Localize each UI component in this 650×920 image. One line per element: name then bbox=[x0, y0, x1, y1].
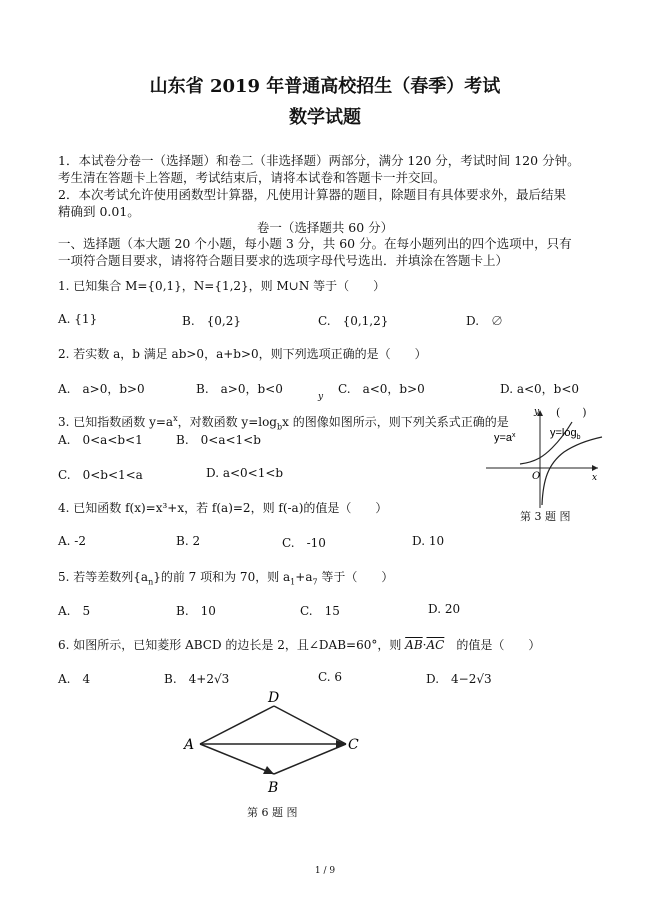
q5-option-d: D. 20 bbox=[428, 602, 461, 616]
q3-x-arrow bbox=[592, 465, 598, 471]
q3-log-label: $y=\log_b$ bbox=[550, 427, 581, 441]
q6-stem: 6. 如图所示，已知菱形 ABCD 的边长是 2，且∠DAB=60°，则 $\overline{AB}\cdot\overline{AC}$ 的值是（ ） bbox=[58, 638, 541, 652]
q2-option-b: B. a>0，b<0 bbox=[196, 382, 283, 396]
q4-option-b: B. 2 bbox=[176, 534, 201, 548]
note-line-2: 考生清在答题卡上答题，考试结束后，请将本试卷和答题卡一并交回。 bbox=[58, 170, 446, 185]
q6-figure-caption: 第 6 题 图 bbox=[247, 806, 298, 819]
note-line-4: 精确到 0.01。 bbox=[58, 204, 140, 219]
q3-stem: 3. 已知指数函数 $y=a^x$，对数函数 $y=\log_bx$ 的图像如图所示，则下列关系式正确的是 bbox=[58, 414, 509, 432]
q6-option-d: D. 4−2√3 bbox=[426, 672, 492, 686]
section-instruction-2: 一项符合题目要求，请将符合题目要求的选项字母代号选出．并填涂在答题卡上） bbox=[58, 253, 509, 268]
q1-option-c: C. {0,1,2} bbox=[318, 314, 389, 328]
vector-ab: $\overline{AB}$ bbox=[405, 638, 423, 652]
note-line-1: 1．本试卷分卷一（选择题）和卷二（非选择题）两部分，满分 120 分，考试时间 120 分钟。 bbox=[58, 153, 580, 168]
q3-answer-paren: ( ) bbox=[556, 406, 587, 419]
q1-option-b: B. {0,2} bbox=[182, 314, 241, 328]
q3-option-a: A. 0<a<b<1 bbox=[58, 433, 143, 447]
q3-option-c: C. 0<b<1<a bbox=[58, 468, 143, 482]
q3-figure-caption: 第 3 题 图 bbox=[520, 510, 571, 523]
q6-edge-ad bbox=[200, 706, 274, 744]
q3-log-curve bbox=[542, 437, 602, 505]
q6-option-c: C. 6 bbox=[318, 670, 343, 684]
section-instruction-1: 一、选择题（本大题 20 个小题，每小题 3 分，共 60 分。在每小题列出的四个选项中，只有 bbox=[58, 236, 572, 251]
q3-option-b: B. 0<a<1<b bbox=[176, 433, 261, 447]
q4-option-c: C. -10 bbox=[282, 536, 326, 550]
q6-edge-dc bbox=[274, 706, 346, 744]
q5-option-b: B. 10 bbox=[176, 604, 216, 618]
q6-edge-ab bbox=[200, 744, 274, 774]
q4-option-d: D. 10 bbox=[412, 534, 445, 548]
q3-option-d: D. a<0<1<b bbox=[206, 466, 284, 480]
page-number: 1 / 9 bbox=[314, 866, 336, 876]
q6-option-b: B. 4+2√3 bbox=[164, 672, 230, 686]
section-heading: 卷一（选择题共 60 分） bbox=[256, 220, 394, 235]
q3-figure bbox=[480, 400, 610, 512]
exam-title: 山东省 2019 年普通高校招生（春季）考试 bbox=[149, 76, 501, 97]
q3-exp-label: $y=a^x$ bbox=[494, 432, 516, 444]
q5-stem: 5. 若等差数列$\{a_n\}$的前 7 项和为 70，则 $a_1+a_7$ 等于（ ） bbox=[58, 570, 394, 587]
stray-y-label: y bbox=[318, 392, 324, 402]
q3-x-axis-label: x bbox=[592, 473, 598, 483]
q1-stem: 1. 已知集合 M={0,1}，N={1,2}，则 M∪N 等于（ ） bbox=[58, 279, 386, 293]
q2-option-a: A. a>0，b>0 bbox=[58, 382, 145, 396]
q2-option-c: C. a<0，b>0 bbox=[338, 382, 425, 396]
q6-edge-bc bbox=[274, 744, 346, 774]
vector-ac: $\overline{AC}$ bbox=[426, 638, 445, 652]
q6-label-c: C bbox=[348, 737, 359, 753]
q4-option-a: A. -2 bbox=[58, 534, 86, 548]
q1-option-a: A. {1} bbox=[58, 312, 98, 326]
q1-option-d: D. ∅ bbox=[466, 314, 504, 328]
q4-stem: 4. 已知函数 f(x)=x³+x，若 f(a)=2，则 f(-a)的值是（ ） bbox=[58, 501, 388, 515]
q3-origin-label: O bbox=[532, 471, 541, 482]
q5-option-c: C. 15 bbox=[300, 604, 340, 618]
q2-stem: 2. 若实数 a，b 满足 ab>0，a+b>0，则下列选项正确的是（ ） bbox=[58, 347, 427, 361]
q6-figure bbox=[180, 686, 370, 806]
q5-option-a: A. 5 bbox=[58, 604, 91, 618]
q6-option-a: A. 4 bbox=[58, 672, 91, 686]
note-line-3: 2．本次考试允许使用函数型计算器，凡使用计算器的题目，除题目有具体要求外，最后结果 bbox=[58, 187, 566, 202]
exam-subtitle: 数学试题 bbox=[289, 107, 361, 128]
q2-option-d: D. a<0，b<0 bbox=[500, 382, 580, 396]
q6-label-b: B bbox=[268, 780, 279, 796]
q6-label-d: D bbox=[268, 690, 280, 706]
q3-y-axis-label: y bbox=[534, 407, 540, 417]
q6-label-a: A bbox=[184, 737, 195, 753]
